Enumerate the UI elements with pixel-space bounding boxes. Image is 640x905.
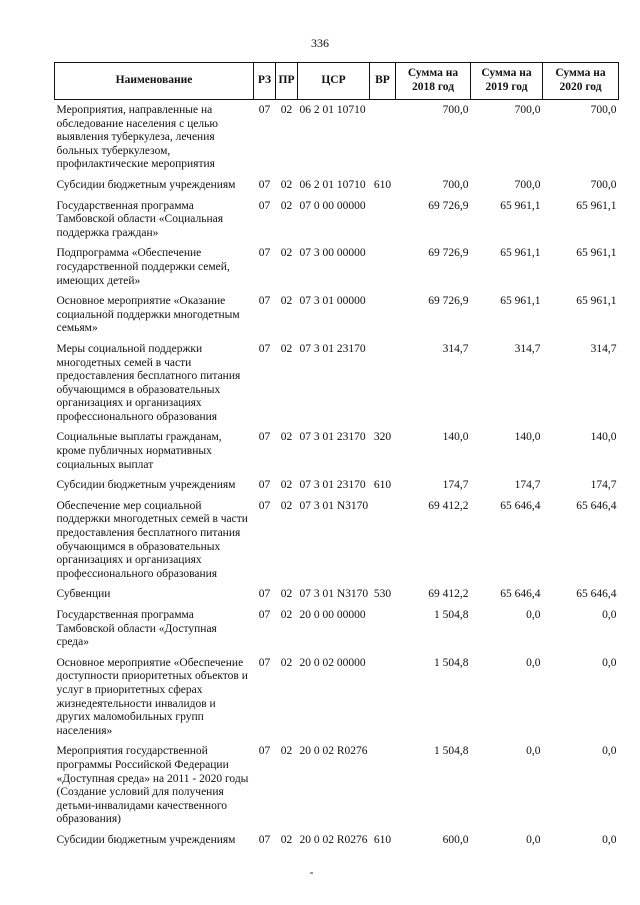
cell-csr: 07 3 01 23170 (299, 431, 366, 444)
header-csr: ЦСР (298, 63, 370, 100)
cell-csr: 20 0 00 00000 (299, 609, 366, 621)
table-row (55, 427, 619, 475)
cell-pr: 02 (280, 178, 293, 191)
table-row (55, 100, 619, 175)
cell-vr (370, 100, 396, 175)
cell-rz: 07 (258, 588, 271, 601)
cell-rz: 07 (258, 479, 271, 492)
cell-sum-2018: 69 412,2 (428, 499, 469, 512)
table-row (55, 475, 619, 496)
cell-name: Обеспечение мер социальной поддержки многодетных семей в части предоставления бесплатного питания обучающимся в образовательных организациях и организациях профессионального образования (56, 499, 248, 580)
cell-sum-2020: 314,7 (590, 342, 617, 355)
cell-sum-2020: 140,0 (590, 431, 617, 444)
cell-sum-2018: 600,0 (442, 833, 469, 846)
cell-pr: 02 (280, 431, 293, 444)
cell-csr: 20 0 02 R0276 (299, 745, 368, 758)
cell-sum-2019: 314,7 (514, 342, 541, 355)
cell-vr: 610 (373, 833, 392, 846)
page-number: 336 (311, 36, 329, 50)
cell-name: Основное мероприятие «Оказание социальной поддержки многодетным семьям» (56, 295, 240, 335)
cell-sum-2020: 65 961,1 (576, 295, 617, 308)
cell-sum-2018: 700,0 (442, 178, 469, 191)
cell-sum-2020: 65 646,4 (576, 588, 617, 601)
cell-sum-2019: 0,0 (526, 656, 541, 669)
cell-sum-2019: 65 646,4 (500, 588, 541, 601)
cell-csr: 06 2 01 10710 (299, 104, 366, 116)
cell-csr: 06 2 01 10710 (299, 178, 366, 191)
cell-sum-2019: 65 961,1 (500, 247, 541, 260)
cell-rz: 07 (258, 499, 271, 512)
cell-name: Мероприятия государственной программы Российской Федерации «Доступная среда» на 2011 - 2020 годы (Создание условий для получения детьми-инвалидами качественного образования) (56, 745, 249, 826)
cell-vr: 320 (373, 431, 392, 444)
cell-vr: 610 (373, 479, 392, 492)
cell-vr (370, 196, 396, 244)
cell-sum-2020: 700,0 (590, 178, 617, 191)
cell-sum-2019: 0,0 (526, 609, 541, 621)
header-sum-2020: Сумма на 2020 год (543, 63, 619, 100)
cell-name: Субсидии бюджетным учреждениям (56, 479, 236, 492)
cell-pr: 02 (280, 199, 293, 212)
cell-name: Субсидии бюджетным учреждениям (56, 833, 236, 846)
cell-sum-2018: 1 504,8 (434, 656, 469, 669)
cell-rz: 07 (258, 431, 271, 444)
cell-sum-2018: 69 726,9 (428, 247, 469, 260)
table-body (55, 100, 619, 851)
cell-csr: 20 0 02 00000 (299, 656, 366, 669)
header-vr: ВР (370, 63, 396, 100)
cell-sum-2019: 65 961,1 (500, 199, 541, 212)
cell-rz: 07 (258, 656, 271, 669)
cell-csr: 07 3 00 00000 (299, 247, 366, 260)
cell-sum-2019: 0,0 (526, 833, 541, 846)
cell-name: Субсидии бюджетным учреждениям (56, 178, 236, 191)
cell-sum-2020: 0,0 (602, 833, 617, 846)
cell-sum-2019: 140,0 (514, 431, 541, 444)
cell-rz: 07 (258, 104, 271, 116)
cell-rz: 07 (258, 295, 271, 308)
table-row (55, 496, 619, 585)
cell-vr (370, 741, 396, 830)
cell-vr (370, 653, 396, 742)
cell-sum-2018: 69 726,9 (428, 295, 469, 308)
table-row (55, 653, 619, 742)
cell-name: Подпрограмма «Обеспечение государственной поддержки семей, имеющих детей» (56, 247, 230, 287)
table-row (55, 243, 619, 291)
header-rz: РЗ (254, 63, 276, 100)
cell-pr: 02 (280, 295, 293, 308)
cell-rz: 07 (258, 247, 271, 260)
cell-csr: 07 0 00 00000 (299, 199, 366, 212)
cell-sum-2019: 700,0 (514, 104, 541, 116)
header-sum-2018: Сумма на 2018 год (396, 63, 471, 100)
cell-rz: 07 (258, 178, 271, 191)
cell-name: Меры социальной поддержки многодетных семей в части предоставления бесплатного питания обучающимся в образовательных организациях и организациях профессионального образования (56, 342, 241, 423)
cell-sum-2018: 314,7 (442, 342, 469, 355)
cell-name: Государственная программа Тамбовской области «Социальная поддержка граждан» (56, 199, 224, 239)
cell-name: Государственная программа Тамбовской области «Доступная среда» (56, 609, 217, 649)
cell-sum-2019: 0,0 (526, 745, 541, 758)
cell-sum-2020: 0,0 (602, 745, 617, 758)
cell-vr (370, 605, 396, 653)
cell-csr: 20 0 02 R0276 (299, 833, 368, 846)
table-row (55, 339, 619, 428)
cell-sum-2020: 65 961,1 (576, 247, 617, 260)
cell-sum-2018: 1 504,8 (434, 609, 469, 621)
cell-csr: 07 3 01 23170 (299, 479, 366, 492)
cell-csr: 07 3 01 N3170 (299, 588, 369, 601)
table-row (55, 291, 619, 339)
cell-pr: 02 (280, 247, 293, 260)
table-header-row (55, 63, 619, 100)
cell-pr: 02 (280, 499, 293, 512)
table-row (55, 741, 619, 830)
cell-sum-2019: 65 961,1 (500, 295, 541, 308)
table-row (55, 584, 619, 605)
table-row (55, 175, 619, 196)
cell-rz: 07 (258, 833, 271, 846)
cell-name: Социальные выплаты гражданам, кроме публичных нормативных социальных выплат (56, 431, 222, 471)
cell-vr (370, 243, 396, 291)
cell-csr: 07 3 01 00000 (299, 295, 366, 308)
cell-vr (370, 496, 396, 585)
cell-sum-2020: 0,0 (602, 656, 617, 669)
cell-rz: 07 (258, 199, 271, 212)
table-row (55, 196, 619, 244)
budget-table (54, 62, 619, 851)
cell-sum-2020: 65 646,4 (576, 499, 617, 512)
cell-rz: 07 (258, 609, 271, 621)
cell-sum-2018: 140,0 (442, 431, 469, 444)
cell-pr: 02 (280, 656, 293, 669)
cell-name: Основное мероприятие «Обеспечение доступности приоритетных объектов и услуг в приоритетных сферах жизнедеятельности инвалидов и других маломобильных групп населения» (56, 656, 248, 737)
cell-sum-2020: 174,7 (590, 479, 617, 492)
cell-pr: 02 (280, 342, 293, 355)
table-row (55, 830, 619, 851)
header-name: Наименование (55, 63, 254, 100)
table-row (55, 605, 619, 653)
cell-vr (370, 291, 396, 339)
header-pr: ПР (276, 63, 298, 100)
header-sum-2019: Сумма на 2019 год (471, 63, 543, 100)
cell-sum-2020: 0,0 (602, 609, 617, 621)
cell-rz: 07 (258, 342, 271, 355)
cell-sum-2018: 174,7 (442, 479, 469, 492)
cell-csr: 07 3 01 N3170 (299, 499, 369, 512)
cell-pr: 02 (280, 745, 293, 758)
cell-sum-2019: 700,0 (514, 178, 541, 191)
page-mark (310, 872, 313, 874)
cell-pr: 02 (280, 479, 293, 492)
cell-sum-2019: 65 646,4 (500, 499, 541, 512)
cell-sum-2019: 174,7 (514, 479, 541, 492)
cell-sum-2018: 1 504,8 (434, 745, 469, 758)
cell-vr (370, 339, 396, 428)
cell-rz: 07 (258, 745, 271, 758)
cell-sum-2018: 69 412,2 (428, 588, 469, 601)
cell-sum-2020: 65 961,1 (576, 199, 617, 212)
cell-sum-2018: 700,0 (442, 104, 469, 116)
cell-pr: 02 (280, 104, 293, 116)
cell-sum-2020: 700,0 (590, 104, 617, 116)
cell-vr: 530 (373, 588, 392, 601)
cell-vr: 610 (373, 178, 392, 191)
cell-sum-2018: 69 726,9 (428, 199, 469, 212)
cell-pr: 02 (280, 609, 293, 621)
cell-name: Мероприятия, направленные на обследование населения с целью выявления туберкулеза, лечения больных туберкулезом, профилактические мероприятия (56, 104, 218, 171)
cell-pr: 02 (280, 833, 293, 846)
cell-csr: 07 3 01 23170 (299, 342, 366, 355)
cell-pr: 02 (280, 588, 293, 601)
cell-name: Субвенции (56, 588, 111, 601)
